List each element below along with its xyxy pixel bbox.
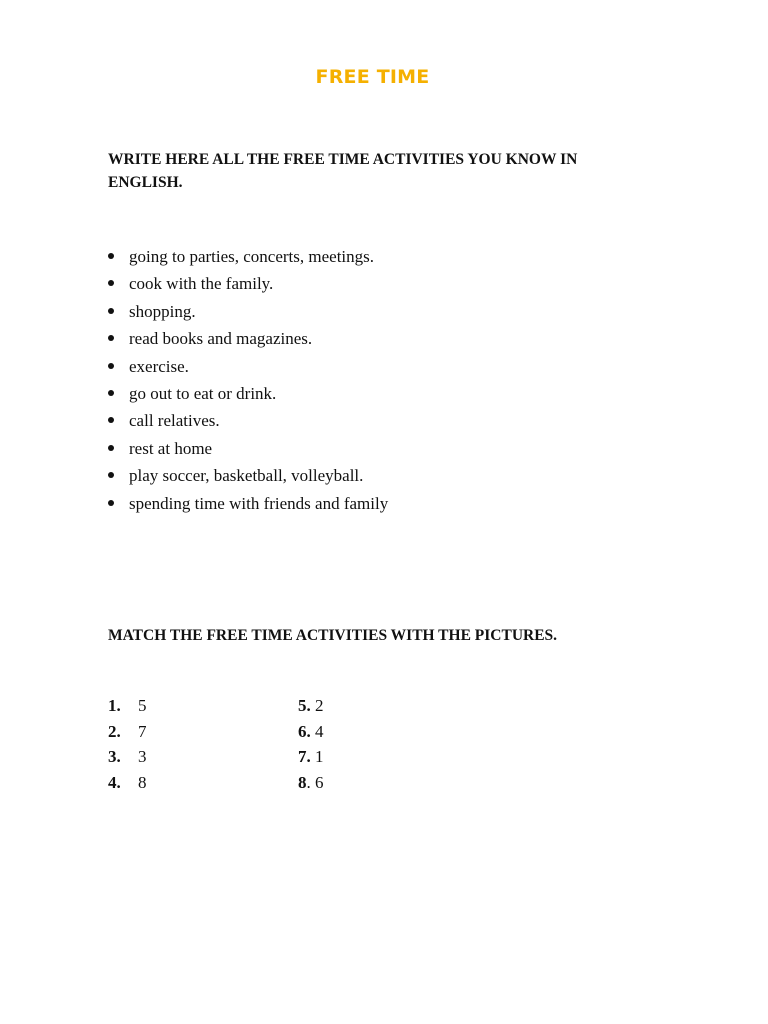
list-item-text: spending time with friends and family bbox=[129, 493, 389, 513]
answer-value: 8 bbox=[138, 772, 147, 792]
answer-row bbox=[298, 693, 324, 719]
activity-list bbox=[108, 243, 388, 517]
answer-row bbox=[298, 719, 324, 745]
answer-row bbox=[108, 744, 147, 770]
answer-value: 4 bbox=[310, 721, 324, 741]
answer-number: 8 bbox=[298, 772, 307, 792]
answer-number: 3. bbox=[108, 747, 121, 766]
list-item bbox=[108, 435, 388, 462]
answer-number: 2. bbox=[108, 721, 121, 741]
section-heading-activities: WRITE HERE ALL THE FREE TIME ACTIVITIES YOU KNOW IN ENGLISH. bbox=[108, 151, 578, 191]
list-item-text: cook with the family. bbox=[129, 274, 274, 294]
answer-value: 7 bbox=[138, 721, 147, 741]
list-item-text: exercise. bbox=[129, 356, 189, 376]
list-item-text: shopping. bbox=[129, 301, 196, 321]
answer-row bbox=[298, 744, 324, 770]
bullet-icon bbox=[108, 417, 114, 423]
bullet-icon bbox=[108, 500, 114, 506]
list-item-text: going to parties, concerts, meetings. bbox=[129, 247, 375, 266]
bullet-icon bbox=[108, 472, 114, 478]
section-heading-match: MATCH THE FREE TIME ACTIVITIES WITH THE PICTURES. bbox=[108, 627, 558, 644]
list-item bbox=[108, 462, 388, 489]
answer-row bbox=[298, 770, 324, 796]
answer-number: 6. bbox=[298, 721, 311, 741]
answer-value: 5 bbox=[138, 696, 147, 715]
list-item bbox=[108, 353, 388, 380]
bullet-icon bbox=[108, 308, 114, 314]
list-item bbox=[108, 490, 388, 517]
answer-value: 1 bbox=[310, 747, 324, 766]
answer-value: 3 bbox=[138, 747, 147, 766]
list-item bbox=[108, 298, 388, 325]
list-item-text: go out to eat or drink. bbox=[129, 384, 277, 404]
list-item bbox=[108, 380, 388, 407]
list-item-text: rest at home bbox=[129, 438, 213, 458]
list-item-text: read books and magazines. bbox=[129, 329, 313, 349]
bullet-icon bbox=[108, 335, 114, 341]
list-item-text: call relatives. bbox=[129, 411, 220, 431]
answer-value: 2 bbox=[310, 696, 324, 715]
bullet-icon bbox=[108, 363, 114, 369]
answer-number: 1. bbox=[108, 696, 121, 715]
answer-number: 4. bbox=[108, 772, 121, 792]
answer-number: 5. bbox=[298, 696, 311, 715]
list-item bbox=[108, 325, 388, 352]
list-item bbox=[108, 270, 388, 297]
answer-number: 7. bbox=[298, 747, 311, 766]
list-item-text: play soccer, basketball, volleyball. bbox=[129, 466, 364, 486]
answer-value: . 6 bbox=[306, 772, 324, 792]
answer-row bbox=[108, 693, 147, 719]
answer-row bbox=[108, 719, 147, 745]
bullet-icon bbox=[108, 445, 114, 451]
page-title: FREE TIME bbox=[315, 66, 430, 88]
bullet-icon bbox=[108, 390, 114, 396]
list-item bbox=[108, 243, 388, 270]
answer-column-right bbox=[298, 693, 324, 795]
bullet-icon bbox=[108, 280, 114, 286]
list-item bbox=[108, 407, 388, 434]
answer-column-left bbox=[108, 693, 147, 795]
bullet-icon bbox=[108, 253, 114, 259]
answer-row bbox=[108, 770, 147, 796]
